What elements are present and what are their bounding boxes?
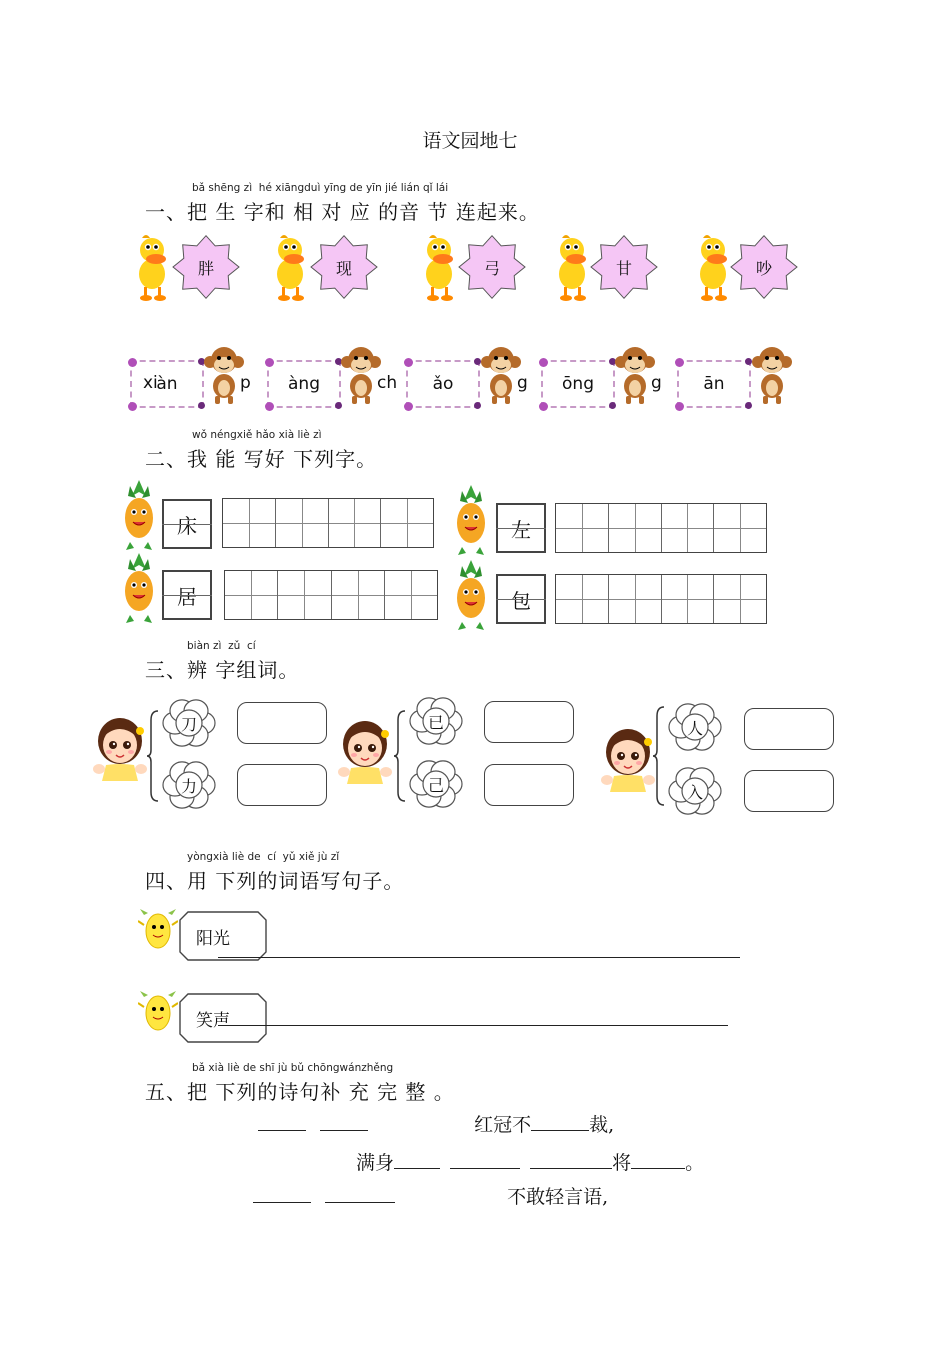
blank[interactable]	[258, 1114, 306, 1131]
grid-cell[interactable]	[609, 504, 662, 552]
pinyin-box[interactable]	[541, 360, 615, 408]
q3-title: 三、辨 字组词。	[145, 658, 300, 682]
pinyin-final: ōng	[562, 374, 594, 394]
writing-grid[interactable]	[555, 503, 767, 553]
poem-text: 红冠不	[474, 1114, 532, 1136]
girl-icon	[600, 726, 656, 796]
star-shape[interactable]	[456, 234, 528, 300]
blank[interactable]	[530, 1152, 612, 1169]
writing-grid[interactable]	[222, 498, 434, 548]
flower-shape	[162, 758, 216, 812]
pineapple-icon	[120, 553, 158, 625]
monkey-icon	[752, 344, 792, 404]
pinyin-box[interactable]	[406, 360, 480, 408]
given-character-text: 包	[511, 588, 531, 613]
star-shape[interactable]	[588, 234, 660, 300]
star-char: 现	[335, 258, 352, 278]
word-text: 阳光	[196, 929, 230, 949]
q5-title: 五、把 下列的诗句补 充 完 整 。	[145, 1080, 455, 1104]
flower-char: 刀	[180, 714, 197, 734]
grid-cell[interactable]	[662, 575, 715, 623]
pinyin-initial: xi	[143, 373, 158, 393]
q5-pinyin: bǎ xià liè de shī jù bǔ chōngwánzhěng	[192, 1062, 394, 1074]
girl-icon	[337, 718, 393, 788]
star-char: 弓	[483, 258, 500, 278]
grid-cell[interactable]	[381, 499, 433, 547]
lemon-icon	[138, 987, 178, 1035]
pinyin-initial: p	[240, 373, 251, 393]
answer-box[interactable]	[744, 708, 834, 750]
brace	[393, 710, 407, 802]
poem-text: 不敢轻言语,	[507, 1186, 609, 1208]
pinyin-final: ǎo	[432, 374, 454, 394]
grid-cell[interactable]	[225, 571, 278, 619]
q4-title: 四、用 下列的词语写句子。	[145, 869, 405, 893]
pinyin-final: àng	[288, 374, 320, 394]
blank[interactable]	[631, 1152, 685, 1169]
grid-cell[interactable]	[556, 504, 609, 552]
poem-text: 满身	[356, 1152, 395, 1174]
answer-box[interactable]	[237, 702, 327, 744]
writing-grid[interactable]	[224, 570, 438, 620]
star-char: 胖	[197, 258, 214, 278]
pinyin-box[interactable]	[677, 360, 751, 408]
grid-cell[interactable]	[329, 499, 382, 547]
pineapple-icon	[452, 485, 490, 557]
poem-text: 裁,	[589, 1114, 615, 1136]
flower-char: 已	[427, 712, 444, 732]
blank[interactable]	[320, 1114, 368, 1131]
given-character	[496, 503, 546, 553]
grid-cell[interactable]	[276, 499, 329, 547]
page-title: 语文园地七	[422, 130, 518, 152]
grid-cell[interactable]	[556, 575, 609, 623]
star-shape[interactable]	[728, 234, 800, 300]
answer-box[interactable]	[484, 701, 574, 743]
pinyin-initial: g	[517, 373, 528, 393]
blank[interactable]	[325, 1186, 395, 1203]
q4-pinyin: yòngxià liè de cí yǔ xiě jù zǐ	[187, 851, 340, 863]
answer-line[interactable]	[218, 1025, 728, 1026]
pinyin-final: àn	[156, 374, 178, 394]
grid-cell[interactable]	[278, 571, 331, 619]
lemon-icon	[138, 905, 178, 953]
flower-shape	[162, 696, 216, 750]
duck-icon	[134, 232, 174, 302]
word-tag	[178, 992, 268, 1044]
brace	[146, 710, 160, 802]
star-char: 甘	[615, 258, 632, 278]
answer-line[interactable]	[218, 957, 740, 958]
q1-pinyin: bǎ shēng zì hé xiāngduì yīng de yīn jié lián qǐ lái	[192, 182, 449, 194]
star-shape[interactable]	[308, 234, 380, 300]
duck-icon	[272, 232, 312, 302]
writing-grid[interactable]	[555, 574, 767, 624]
answer-box[interactable]	[744, 770, 834, 812]
pinyin-final: ān	[703, 374, 725, 394]
flower-shape	[668, 700, 722, 754]
poem-text: 将	[612, 1152, 632, 1174]
grid-cell[interactable]	[609, 575, 662, 623]
star-shape[interactable]	[170, 234, 242, 300]
monkey-icon	[481, 344, 521, 404]
blank[interactable]	[394, 1152, 440, 1169]
given-character	[162, 499, 212, 549]
given-character	[162, 570, 212, 620]
answer-box[interactable]	[484, 764, 574, 806]
blank[interactable]	[253, 1186, 311, 1203]
pinyin-box[interactable]	[130, 360, 204, 408]
flower-char: 入	[686, 782, 703, 802]
pinyin-initial: ch	[377, 373, 398, 393]
given-character-text: 左	[511, 517, 531, 542]
flower-char: 人	[686, 718, 703, 738]
pineapple-icon	[452, 560, 490, 632]
given-character	[496, 574, 546, 624]
given-character-text: 居	[177, 584, 197, 609]
monkey-icon	[204, 344, 244, 404]
flower-char: 己	[427, 775, 444, 795]
poem-line-3	[253, 1182, 608, 1209]
grid-cell[interactable]	[714, 504, 766, 552]
star-char: 吵	[755, 258, 772, 278]
grid-cell[interactable]	[223, 499, 276, 547]
pinyin-box[interactable]	[267, 360, 341, 408]
q2-pinyin: wǒ néngxiě hǎo xià liè zì	[192, 429, 322, 441]
poem-line-2	[356, 1148, 704, 1175]
q2-title: 二、我 能 写好 下列字。	[145, 447, 378, 471]
grid-cell[interactable]	[714, 575, 766, 623]
word-tag	[178, 910, 268, 962]
monkey-icon	[341, 344, 381, 404]
answer-box[interactable]	[237, 764, 327, 806]
pinyin-initial: g	[651, 373, 662, 393]
poem-text: 。	[685, 1152, 705, 1174]
grid-cell[interactable]	[385, 571, 437, 619]
given-character-text: 床	[177, 513, 197, 538]
q1-title: 一、把 生 字和 相 对 应 的音 节 连起来。	[145, 200, 540, 224]
duck-icon	[421, 232, 461, 302]
flower-shape	[668, 764, 722, 818]
monkey-icon	[615, 344, 655, 404]
brace	[652, 706, 666, 806]
flower-char: 力	[180, 776, 197, 796]
blank[interactable]	[450, 1152, 520, 1169]
word-text: 笑声	[196, 1011, 230, 1031]
poem-line-1	[258, 1110, 614, 1137]
q3-pinyin: biàn zì zǔ cí	[187, 640, 256, 652]
girl-icon	[92, 715, 148, 785]
flower-shape	[409, 757, 463, 811]
pineapple-icon	[120, 480, 158, 552]
grid-cell[interactable]	[332, 571, 385, 619]
flower-shape	[409, 694, 463, 748]
blank[interactable]	[531, 1114, 589, 1131]
grid-cell[interactable]	[662, 504, 715, 552]
